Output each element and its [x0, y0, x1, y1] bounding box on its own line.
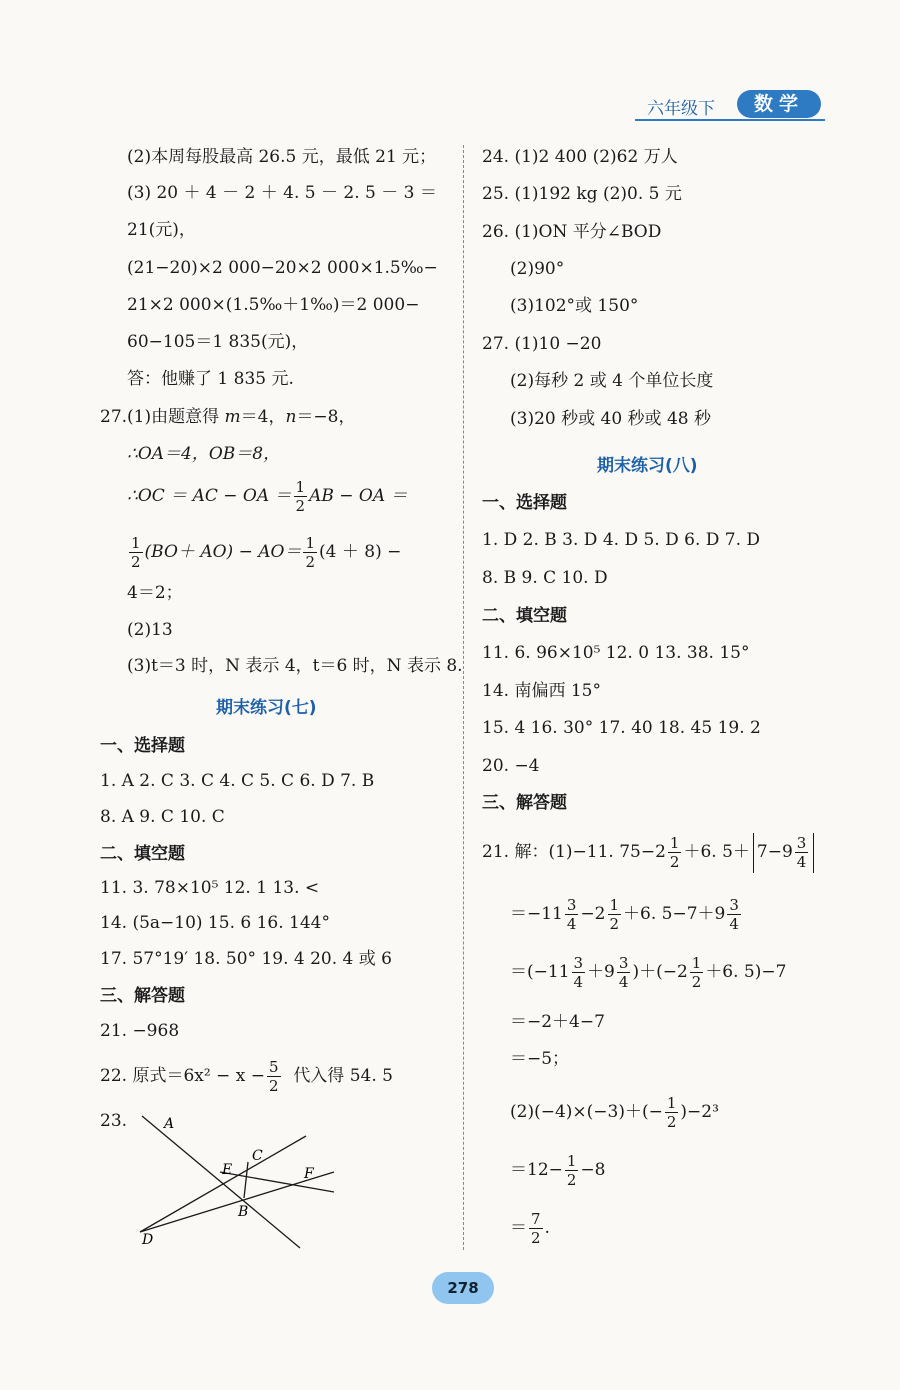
answer-23-label: 23. — [100, 1111, 128, 1131]
solution-21-line-3: ＝(−11 $\frac{3}{4}$ ＋9 $\frac{3}{4}$ )＋(−2 $\frac{1}{2}$ ＋6. 5)−7 — [510, 954, 787, 991]
answer-25: 25. (1)192 kg (2)0. 5 元 — [482, 184, 682, 204]
line-oc-2: $\frac{1}{2}$ (BO＋ AO) − AO＝ $\frac{1}{2}$ (4 ＋ 8) − — [131, 534, 402, 571]
fill-answers-1: 11. 6. 96×10⁵ 12. 0 13. 38. 15° — [482, 643, 750, 663]
solution-21-line-1: 21. 解：(1)−11. 75−2 $\frac{1}{2}$ ＋6. 5＋ 7−9 $\frac{3}{4}$ — [482, 832, 817, 873]
heading-fill: 二、填空题 — [100, 844, 185, 864]
point-label-a: A — [164, 1116, 175, 1132]
line-answer: 答：他赚了 1 835 元. — [127, 369, 294, 389]
fill-answers-2: 14. (5a−10) 15. 6 16. 144° — [100, 913, 330, 933]
line-calc-1: (3) 20 ＋ 4 － 2 ＋ 4. 5 － 2. 5 － 3 ＝ — [127, 183, 437, 203]
fill-answers-3: 17. 57°19′ 18. 50° 19. 4 20. 4 或 6 — [100, 949, 392, 969]
answer-26-1: 26. (1)ON 平分∠BOD — [482, 222, 662, 242]
choice-answers-2: 8. A 9. C 10. C — [100, 807, 225, 827]
fill-answers-3: 15. 4 16. 30° 17. 40 18. 45 19. 2 — [482, 718, 761, 738]
page-number: 278 — [432, 1272, 494, 1304]
fraction-half: $\frac{1}{2}$ — [131, 534, 141, 571]
heading-choice: 一、选择题 — [100, 736, 185, 756]
point-label-e: E — [222, 1162, 233, 1178]
answer-26-2: (2)90° — [510, 259, 565, 279]
heading-fill: 二、填空题 — [482, 606, 567, 626]
line-q27-3: (3)t＝3 时，N 表示 4，t＝6 时，N 表示 8. — [127, 656, 463, 676]
fraction-five-halves: $\frac{5}{2}$ — [268, 1058, 279, 1095]
section-title-8: 期末练习(八) — [597, 456, 698, 476]
choice-answers-2: 8. B 9. C 10. D — [482, 568, 608, 588]
answer-26-3: (3)102°或 150° — [510, 296, 639, 316]
segment-CB — [244, 1162, 248, 1198]
section-title-7: 期末练习(七) — [216, 698, 317, 718]
choice-answers-1: 1. D 2. B 3. D 4. D 5. D 6. D 7. D — [482, 530, 761, 550]
page-header — [635, 88, 825, 124]
grade-label: 六年级下 — [647, 99, 715, 119]
line-oc-1: ∴OC ＝ AC − OA ＝ $\frac{1}{2}$ AB − OA ＝ — [127, 478, 408, 515]
geometry-figure — [120, 1110, 350, 1250]
answer-22: 22. 原式＝6x² − x − $\frac{5}{2}$ 代入得 54. 5 — [100, 1058, 393, 1095]
choice-answers-1: 1. A 2. C 3. C 4. C 5. C 6. D 7. B — [100, 771, 375, 791]
line-calc-3: (21−20)×2 000−20×2 000×1.5‰− — [127, 258, 438, 278]
solution-21-2-line-3: ＝ $\frac{7}{2}$ . — [510, 1210, 550, 1247]
line-oc-3: 4＝2； — [127, 583, 183, 603]
point-label-d: D — [142, 1232, 154, 1248]
point-label-f: F — [304, 1166, 314, 1182]
fraction-half: $\frac{1}{2}$ — [305, 534, 315, 571]
answer-27-3: (3)20 秒或 40 秒或 48 秒 — [510, 409, 711, 429]
solution-21-2-line-1: (2)(−4)×(−3)＋(− $\frac{1}{2}$ )−2³ — [510, 1094, 719, 1131]
fill-answers-4: 20. −4 — [482, 756, 540, 776]
fraction-half: $\frac{1}{2}$ — [295, 478, 306, 515]
line-calc-4: 21×2 000×(1.5‰＋1‰)＝2 000− — [127, 295, 420, 315]
line-DC-extended — [140, 1136, 306, 1232]
line-calc-2: 21(元)， — [127, 220, 196, 240]
answer-21: 21. −968 — [100, 1021, 180, 1041]
point-label-b: B — [238, 1204, 249, 1220]
heading-solve: 三、解答题 — [100, 986, 185, 1006]
solution-21-line-5: ＝−5； — [510, 1049, 570, 1069]
heading-choice: 一、选择题 — [482, 493, 567, 513]
line-q27-1: 27.(1)由题意得 m＝4，n＝−8， — [100, 407, 356, 427]
solution-21-2-line-2: ＝12− $\frac{1}{2}$ −8 — [510, 1152, 606, 1189]
line-calc-5: 60−105＝1 835(元)， — [127, 332, 309, 352]
answer-24: 24. (1)2 400 (2)62 万人 — [482, 147, 678, 167]
fill-answers-2: 14. 南偏西 15° — [482, 681, 601, 701]
solution-21-line-2: ＝−11 $\frac{3}{4}$ −2 $\frac{1}{2}$ ＋6. 5−7＋9 $\frac{3}{4}$ — [510, 896, 739, 933]
column-divider — [463, 145, 464, 1250]
answer-27-2: (2)每秒 2 或 4 个单位长度 — [510, 371, 714, 391]
point-label-c: C — [252, 1148, 263, 1164]
fill-answers-1: 11. 3. 78×10⁵ 12. 1 13. < — [100, 878, 320, 898]
heading-solve: 三、解答题 — [482, 793, 567, 813]
answer-27-1: 27. (1)10 −20 — [482, 334, 602, 354]
header-rule — [635, 119, 825, 121]
solution-21-line-4: ＝−2＋4−7 — [510, 1012, 605, 1032]
subject-badge: 数学 — [737, 90, 821, 118]
line-stock-high-low: (2)本周每股最高 26.5 元，最低 21 元； — [127, 147, 437, 167]
line-oa-ob: ∴OA＝4，OB＝8， — [127, 444, 281, 464]
line-q27-2: (2)13 — [127, 620, 173, 640]
